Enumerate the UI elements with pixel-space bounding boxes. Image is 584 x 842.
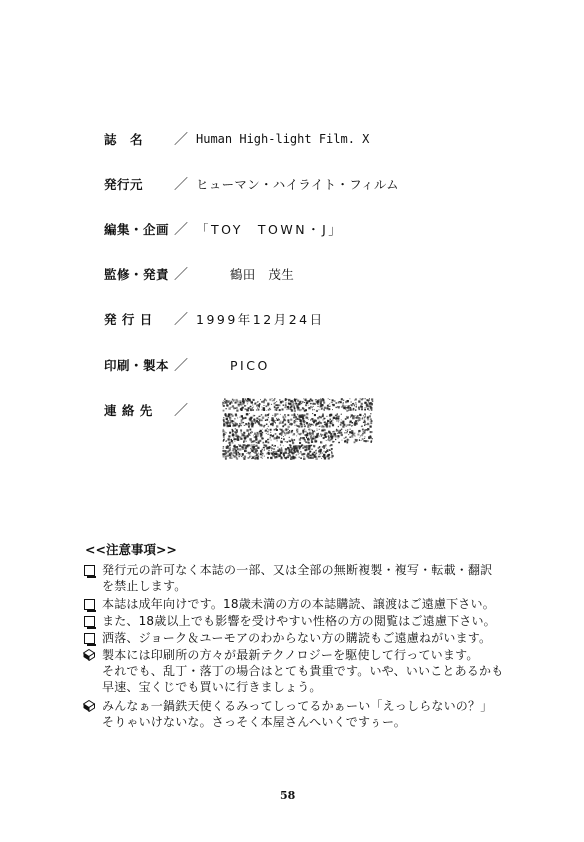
checkbox-icon <box>82 562 102 578</box>
colophon-value: 「TOY TOWN・J」 <box>196 222 344 237</box>
colophon-separator: ／ <box>174 312 188 328</box>
colophon-row-publisher <box>104 174 399 194</box>
colophon-separator: ／ <box>174 358 188 374</box>
colophon-label: 監修・発責 <box>104 267 170 282</box>
colophon-row-contact <box>104 400 196 420</box>
colophon-value: PICO <box>230 357 270 373</box>
colophon-label: 誌 名 <box>104 132 144 147</box>
page-number: 58 <box>280 789 296 802</box>
notice-line: みんなぁ一鍋鉄天使くるみってしってるかぁーい「えっしらないの？」 <box>102 699 493 713</box>
colophon-label: 発行元 <box>104 177 144 192</box>
colophon-row-printing <box>104 355 270 375</box>
colophon-label: 印刷・製本 <box>104 358 170 373</box>
notice-line: そりゃいけないな。さっそく本屋さんへいくですぅー。 <box>102 715 406 729</box>
colophon-separator: ／ <box>174 222 188 238</box>
colophon-row-editing <box>104 219 343 239</box>
colophon-row-supervisor <box>104 264 294 284</box>
colophon-separator: ／ <box>174 132 188 148</box>
notice-item <box>82 630 491 646</box>
colophon-value: 1999年12月24日 <box>196 312 325 327</box>
colophon-separator: ／ <box>174 403 188 419</box>
notice-item <box>82 562 492 594</box>
checkbox-icon <box>82 630 102 646</box>
colophon-row-date <box>104 309 325 329</box>
notice-header: <<注意事項>> <box>85 542 177 557</box>
colophon-row-title <box>104 129 369 149</box>
checkbox-icon <box>82 613 102 629</box>
colophon-separator: ／ <box>174 267 188 283</box>
colophon-label: 発 行 日 <box>104 312 153 327</box>
colophon-value: Human High-light Film. X <box>196 132 370 146</box>
colophon-label: 編集・企画 <box>104 222 170 237</box>
notice-item <box>82 647 503 695</box>
notice-line: それでも、乱丁・落丁の場合はとても貴重です。いや、いいことあるかも <box>102 664 504 678</box>
notice-item <box>82 596 495 612</box>
notice-line: 早速、宝くじでも買いに行きましょう。 <box>102 680 322 694</box>
notice-item <box>82 613 496 629</box>
colophon-label: 連 絡 先 <box>104 403 153 418</box>
notice-line: 洒落、ジョーク＆ユーモアのわからない方の購読もご遠慮ねがいます。 <box>102 631 492 645</box>
notice-line: 発行元の許可なく本誌の一部、又は全部の無断複製・複写・転載・翻訳 <box>102 563 493 577</box>
colophon-separator: ／ <box>174 177 188 193</box>
notice-line: 本誌は成年向けです。18歳未満の方の本誌購読、譲渡はご遠慮下さい。 <box>102 597 495 611</box>
checkbox-icon <box>82 596 102 612</box>
notice-line: を禁止します。 <box>102 579 187 593</box>
diamond-icon <box>82 698 102 714</box>
colophon-value: 鶴田 茂生 <box>230 267 295 282</box>
notice-line: また、18歳以上でも影響を受けやすい性格の方の閲覧はご遠慮下さい。 <box>102 614 496 628</box>
redacted-scribble <box>222 396 376 460</box>
colophon-value: ヒューマン・ハイライト・フィルム <box>196 177 399 192</box>
notice-line: 製本には印刷所の方々が最新テクノロジーを駆使して行っています。 <box>102 648 479 662</box>
diamond-icon <box>82 647 102 663</box>
notice-item <box>82 698 492 730</box>
